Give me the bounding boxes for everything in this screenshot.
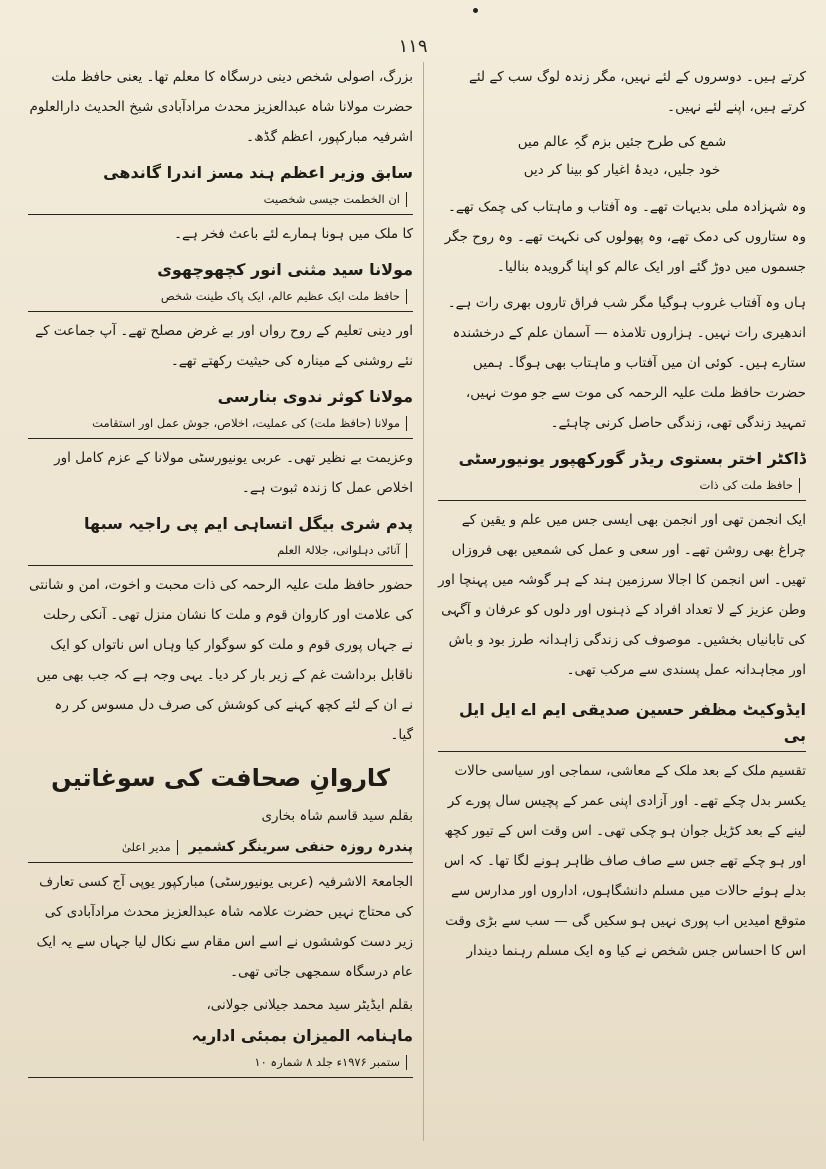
left-para-4: وعزیمت بے نظیر تھی۔ عربی یونیورسٹی مولانا کے عزم کامل اور اخلاص عمل کا زندہ ثبوت ہے۔ xyxy=(54,450,413,496)
right-column xyxy=(432,62,806,1141)
verse-line-2: خود جلیں، دیدۂ اغیار کو بینا کر دیں xyxy=(523,162,721,178)
right-para-3: ہاں وہ آفتاب غروب ہوگیا مگر شب فراق تاروں بھری رات ہے۔ اندھیری رات نہیں۔ ہزاروں تلامذہ — آسمان علم کے درخشندہ ستارے ہیں۔ کوئی ان میں آفتاب و ماہتاب بھی ہوگا۔ ہمیں حضرت حافظ ملت علیہ الرحمہ کی موت سے جو موت نہیں، تمہید زندگی تھی، زندگی حاصل کرنی چاہئے۔ xyxy=(447,295,806,431)
headline-indira-gandhi-title: سابق وزیر اعظم ہند مسز اندرا گاندھی xyxy=(103,163,413,182)
headline-kausar-nadvi-title: مولانا کوثر ندوی بنارسی xyxy=(217,387,413,406)
left-para-3: اور دینی تعلیم کے روح رواں اور بے غرض مصلح تھے۔ آپ جماعت کے نئے روشنی کے مینارہ کی حیثیت رکھتے تھے۔ xyxy=(35,323,413,369)
headline-al-mizan xyxy=(28,1021,413,1078)
left-column xyxy=(28,62,424,1141)
right-para-1-line-2: کرتے ہیں، اپنے لئے نہیں۔ xyxy=(667,99,806,115)
verse-line-1: شمع کی طرح جئیں بزم گہِ عالم میں xyxy=(517,134,727,150)
headline-indira-gandhi xyxy=(28,158,413,215)
section-title-karwan-sahafat: کاروانِ صحافت کی سوغاتیں xyxy=(51,764,390,792)
headline-muzaffar-siddiqui: ایڈوکیٹ مظفر حسین صدیقی ایم اے ایل ایل بی xyxy=(438,695,806,752)
headline-musanna-anwar-box: حافظ ملت ایک عظیم عالم، ایک پاک طینت شخص xyxy=(161,289,407,304)
page-number: ۱۱۹ xyxy=(398,36,428,57)
headline-akhtar-bastavi-box: حافظ ملت کی ذات xyxy=(700,478,800,493)
headline-kausar-nadvi-box: مولانا (حافظ ملت) کی عملیت، اخلاص، جوش عمل اور استقامت xyxy=(92,416,407,431)
right-para-1-line-1: کرتے ہیں۔ دوسروں کے لئے نہیں، مگر زندہ لوگ سب کے لئے xyxy=(468,69,806,85)
ink-dot xyxy=(473,8,478,13)
right-para-2: وہ شہزادہ ملی بدیہات تھے۔ وہ آفتاب و ماہتاب کی چمک تھے۔ وہ ستاروں کی دمک تھے، وہ پھولوں کی نکہت تھے۔ وہ روح جگر جسموں میں دوڑ گئے اور ایک عالم کو اپنا گرویدہ بنالیا۔ xyxy=(444,199,806,275)
headline-musanna-anwar-title: مولانا سید مثنی انور کچھوچھوی xyxy=(157,260,413,279)
headline-bekal-utsahi-title: پدم شری بیگل اتساہی ایم پی راجیہ سبھا xyxy=(84,514,413,533)
left-para-1: بزرگ، اصولی شخص دینی درسگاہ کا معلم تھا۔ یعنی حافظ ملت حضرت مولانا شاہ عبدالعزیز محدث مرادآبادی شیخ الحدیث دارالعلوم اشرفیہ مبارکپور، اعظم گڈھ۔ xyxy=(29,69,413,145)
headline-hanafi-srinagar xyxy=(28,832,413,863)
headline-hanafi-srinagar-box: مدیر اعلیٰ xyxy=(122,840,178,855)
left-para-2: کا ملک میں ہونا ہمارے لئے باعث فخر ہے۔ xyxy=(174,226,413,242)
left-para-5: حضور حافظ ملت علیہ الرحمہ کی ذات محبت و اخوت، امن و شانتی کی علامت اور کاروان قوم و ملت کا نشان منزل تھی۔ آنکی رحلت نے جہاں پوری قوم و ملت کو سوگوار کیا وہاں اس ناتواں کو ایک ناقابل برداشت غم کے زیر بار کر دیا۔ یہی وجہ ہے کہ جب بھی میں نے ان کے لئے کچھ کہنے کی کوشش کی صرف دل مسوس کر رہ گیا۔ xyxy=(29,577,413,743)
headline-kausar-nadvi xyxy=(28,382,413,439)
headline-bekal-utsahi xyxy=(28,509,413,566)
headline-indira-gandhi-box: ان الخطمت جیسی شخصیت xyxy=(264,192,407,207)
byline-jilani: بقلم ایڈیٹر سید محمد جیلانی جولانی، xyxy=(206,997,413,1013)
headline-al-mizan-title: ماہنامہ المیزان بمبئی اداریہ xyxy=(191,1026,413,1045)
headline-akhtar-bastavi-title: ڈاکٹر اختر بستوی ریڈر گورکھپور یونیورسٹی xyxy=(458,449,806,468)
right-para-4: ایک انجمن تھی اور انجمن بھی ایسی جس میں علم و یقین کے چراغ بھی روشن تھے۔ اور سعی و عمل کی شمعیں بھی فروزاں تھیں۔ اس انجمن کا اجالا سرزمین ہند کے ہر گوشہ میں پہنچا اور وطن عزیز کے لا تعداد افراد کے ذہنوں اور دلوں کو عرفان و آگہی کی تابانیاں بخشیں۔ موصوف کی زندگی زاہدانہ طرز بود و باش اور مجاہدانہ عمل پسندی سے مرکب تھی۔ xyxy=(438,512,806,678)
left-para-6: الجامعۃ الاشرفیہ (عربی یونیورسٹی) مبارکپور یوپی آج کسی تعارف کی محتاج نہیں حضرت علامہ شاہ عبدالعزیز محدث مرادآبادی کی زیر دست کوششوں نے اسے اس مقام سے نکال لیا جہاں سے یہ ایک عام درسگاہ سمجھی جاتی تھی۔ xyxy=(36,874,413,980)
headline-bekal-utsahi-box: آنائی دہلوانی، جلالۃ العلم xyxy=(277,543,407,558)
right-para-5: تقسیم ملک کے بعد ملک کے معاشی، سماجی اور سیاسی حالات یکسر بدل چکے تھے۔ اور آزادی اپنی عمر کے پچیس سال پورے کر لینے کے بعد کڑیل جوان ہو چکی تھی۔ اس وقت اس کے تیور کچھ اور ہو چکے تھے جس سے صاف صاف ظاہر ہونے لگا تھا۔ کہ اس بدلے ہوئے حالات میں مسلم دانشگاہوں، اداروں اور مدارس سے متوقع امیدیں اب پوری نہیں ہو سکیں گی — سب سے بڑی وقت اس کا احساس جس شخص نے کیا وہ ایک مسلم رہنما دیندار xyxy=(443,763,806,959)
headline-al-mizan-box: ستمبر ۱۹۷۶ء جلد ۸ شمارہ ۱۰ xyxy=(254,1055,407,1070)
byline-qasim-shah: بقلم سید قاسم شاہ بخاری xyxy=(261,808,413,824)
headline-hanafi-srinagar-title: پندرہ روزہ حنفی سرینگر کشمیر xyxy=(188,839,413,855)
headline-musanna-anwar xyxy=(28,255,413,312)
headline-akhtar-bastavi xyxy=(438,444,806,501)
